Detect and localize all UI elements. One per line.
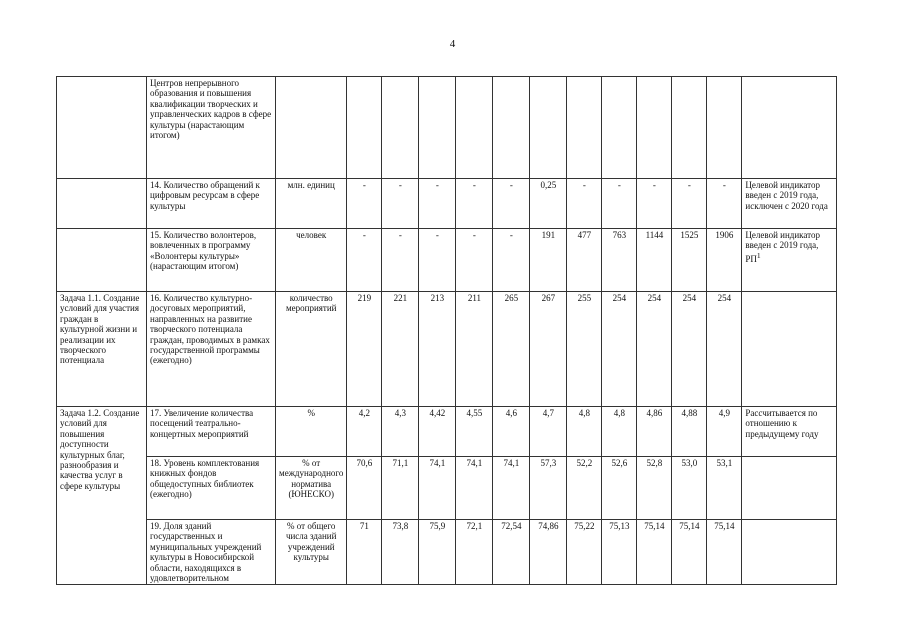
value-cell: 52,2 [567,457,602,520]
value-cell: 4,8 [602,407,637,457]
value-cell: 75,9 [419,520,456,585]
value-cell: 211 [456,292,493,407]
value-cell: - [347,179,382,229]
value-cell: 53,1 [707,457,742,520]
indicators-table [56,76,837,585]
table-row [57,229,837,292]
note-cell: Целевой индикатор введен с 2019 года, исключен с 2020 года [742,179,837,229]
value-cell: 4,9 [707,407,742,457]
note-cell: Рассчитывается по отношению к предыдущему году [742,407,837,457]
value-cell: 4,6 [493,407,530,457]
note-text: Целевой индикатор введен с 2019 года, РП [745,230,820,264]
value-cell: 191 [530,229,567,292]
value-cell: 254 [602,292,637,407]
indicator-cell: 16. Количество культурно-досуговых мероприятий, направленных на развитие творческого потенциала граждан, проводимых в рамках государственной программы (ежегодно) [147,292,276,407]
table-row [57,457,837,520]
value-cell [456,77,493,179]
value-cell [602,77,637,179]
value-cell: 255 [567,292,602,407]
value-cell: 219 [347,292,382,407]
value-cell: - [347,229,382,292]
unit-cell: % [276,407,347,457]
value-cell: 4,2 [347,407,382,457]
unit-cell: % от международного норматива (ЮНЕСКО) [276,457,347,520]
value-cell: 73,8 [382,520,419,585]
value-cell: 57,3 [530,457,567,520]
value-cell [493,77,530,179]
indicator-cell: Центров непрерывного образования и повышения квалификации творческих и управленческих кадров в сфере культуры (нарастающим итогом) [147,77,276,179]
value-cell [637,77,672,179]
value-cell: 52,6 [602,457,637,520]
task-cell: Задача 1.1. Создание условий для участия граждан в культурной жизни и реализации их творческого потенциала [57,292,147,407]
value-cell: 0,25 [530,179,567,229]
footnote-marker: 1 [756,250,761,260]
value-cell: - [419,229,456,292]
indicator-cell: 18. Уровень комплектования книжных фондов общедоступных библиотек (ежегодно) [147,457,276,520]
value-cell: - [707,179,742,229]
value-cell: 254 [637,292,672,407]
value-cell: 71,1 [382,457,419,520]
value-cell: 265 [493,292,530,407]
value-cell: 75,13 [602,520,637,585]
value-cell: 4,42 [419,407,456,457]
value-cell: 221 [382,292,419,407]
value-cell: 4,86 [637,407,672,457]
value-cell: 4,55 [456,407,493,457]
value-cell: 254 [672,292,707,407]
value-cell: - [672,179,707,229]
value-cell: 267 [530,292,567,407]
value-cell: - [456,179,493,229]
value-cell: 75,14 [637,520,672,585]
value-cell: 4,7 [530,407,567,457]
value-cell: 70,6 [347,457,382,520]
value-cell: 1144 [637,229,672,292]
task-cell: Задача 1.2. Создание условий для повышения доступности культурных благ, разнообразия и качества услуг в сфере культуры [57,407,147,585]
unit-cell: человек [276,229,347,292]
value-cell [567,77,602,179]
value-cell: - [602,179,637,229]
value-cell: 74,1 [419,457,456,520]
indicator-cell: 17. Увеличение количества посещений театрально-концертных мероприятий [147,407,276,457]
value-cell: 1525 [672,229,707,292]
value-cell [382,77,419,179]
note-cell [742,292,837,407]
value-cell: 213 [419,292,456,407]
task-cell [57,77,147,179]
indicator-cell: 14. Количество обращений к цифровым ресурсам в сфере культуры [147,179,276,229]
value-cell: 74,86 [530,520,567,585]
value-cell: 4,8 [567,407,602,457]
value-cell: 52,8 [637,457,672,520]
value-cell: 53,0 [672,457,707,520]
value-cell: 1906 [707,229,742,292]
value-cell: 74,1 [456,457,493,520]
value-cell: 71 [347,520,382,585]
unit-cell: млн. единиц [276,179,347,229]
task-cell [57,179,147,229]
task-cell [57,229,147,292]
unit-cell: % от общего числа зданий учреждений культуры [276,520,347,585]
value-cell: - [382,229,419,292]
table-row [57,77,837,179]
value-cell: 254 [707,292,742,407]
value-cell: 72,1 [456,520,493,585]
value-cell [707,77,742,179]
value-cell: - [456,229,493,292]
value-cell: 72,54 [493,520,530,585]
value-cell: 75,14 [672,520,707,585]
indicator-cell: 19. Доля зданий государственных и муниципальных учреждений культуры в Новосибирской области, находящихся в удовлетворительном [147,520,276,585]
value-cell: 74,1 [493,457,530,520]
note-cell [742,457,837,520]
value-cell: - [567,179,602,229]
page-number: 4 [449,38,456,50]
value-cell [419,77,456,179]
value-cell [672,77,707,179]
value-cell: 75,14 [707,520,742,585]
value-cell: 477 [567,229,602,292]
value-cell [530,77,567,179]
table-row [57,179,837,229]
value-cell: 4,88 [672,407,707,457]
note-cell [742,229,837,292]
value-cell: - [493,229,530,292]
value-cell: - [637,179,672,229]
value-cell: 763 [602,229,637,292]
value-cell: - [382,179,419,229]
value-cell [347,77,382,179]
value-cell: 4,3 [382,407,419,457]
value-cell: - [419,179,456,229]
unit-cell [276,77,347,179]
value-cell: - [493,179,530,229]
table-row [57,407,837,457]
table-row [57,292,837,407]
indicator-cell: 15. Количество волонтеров, вовлеченных в программу «Волонтеры культуры» (нарастающим итогом) [147,229,276,292]
note-cell [742,520,837,585]
value-cell: 75,22 [567,520,602,585]
table-row [57,520,837,585]
note-cell [742,77,837,179]
unit-cell: количество мероприятий [276,292,347,407]
